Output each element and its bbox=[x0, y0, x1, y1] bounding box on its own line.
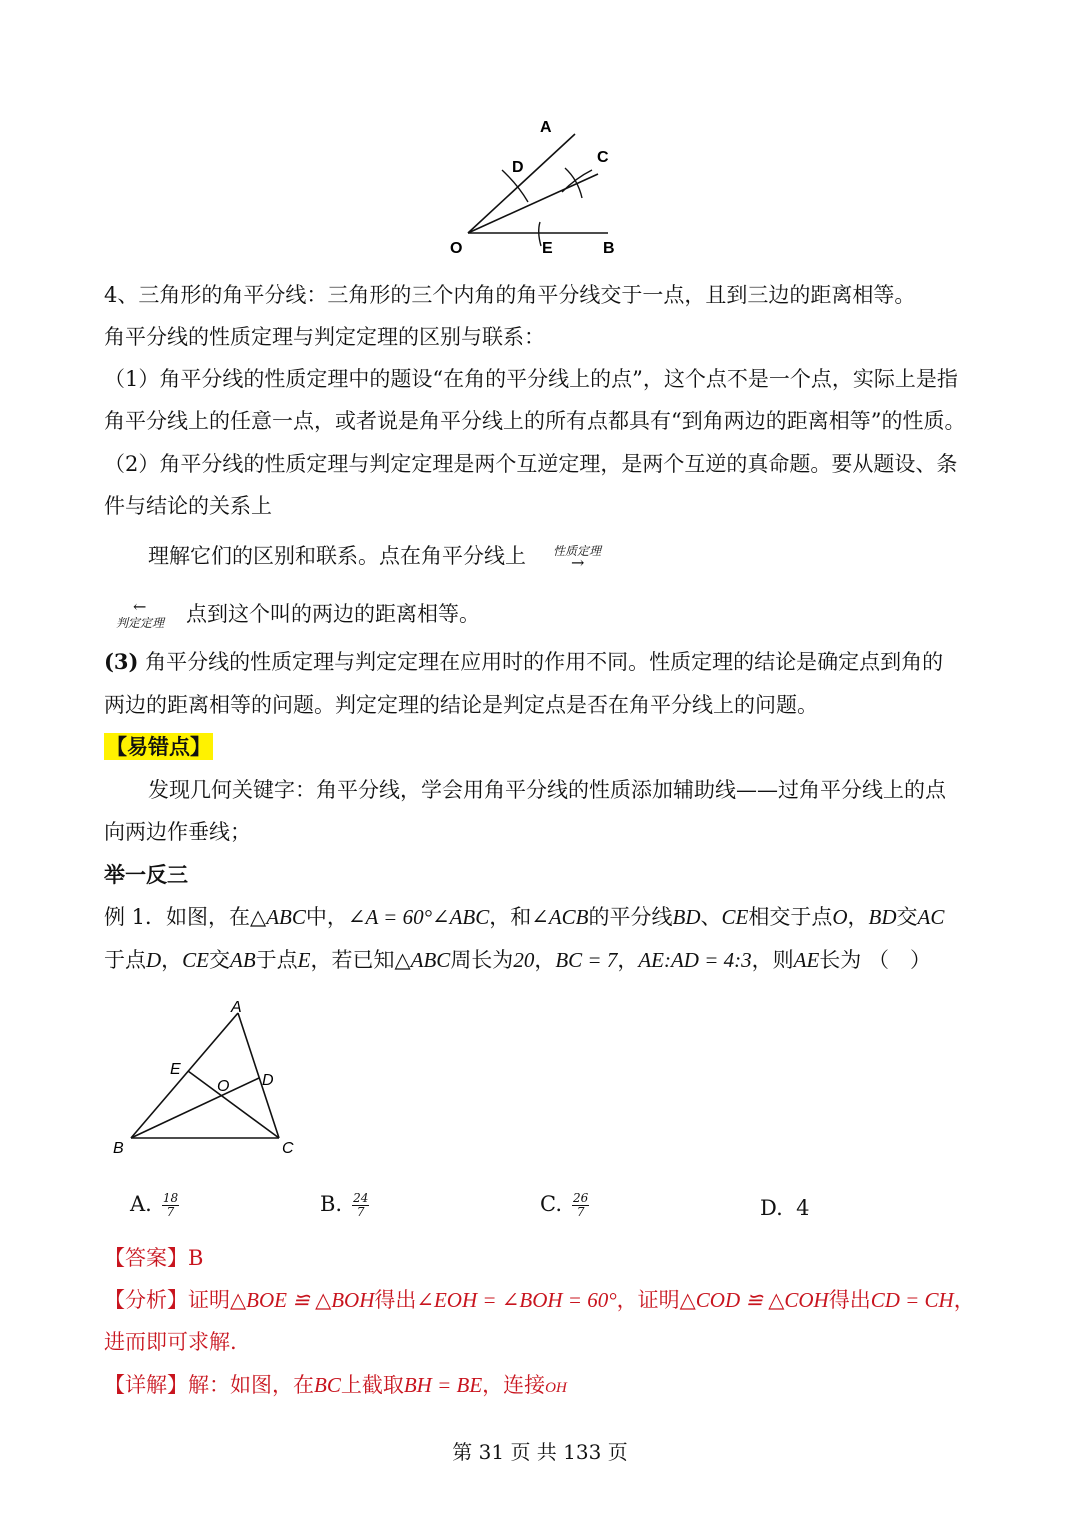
an-text: 证明 bbox=[188, 1288, 230, 1312]
an-math: CD = CH bbox=[870, 1288, 954, 1312]
label-A: A bbox=[231, 999, 242, 1016]
ex-math: BD bbox=[868, 905, 897, 929]
ex-text: 周长为 bbox=[450, 948, 514, 972]
ex-math: CE bbox=[721, 905, 749, 929]
answer-line bbox=[104, 1243, 203, 1273]
an-math: ∠EOH = ∠BOH = 60° bbox=[416, 1288, 617, 1312]
ex-math: AC bbox=[917, 905, 945, 929]
an-math: △BOE ≌ △BOH bbox=[230, 1288, 375, 1312]
choice-d[interactable] bbox=[760, 1196, 810, 1220]
label-E: E bbox=[542, 240, 553, 257]
page-footer: 第 31 页 共 133 页 bbox=[452, 1440, 628, 1464]
ex-text: ，则 bbox=[751, 948, 794, 972]
label-E: E bbox=[170, 1061, 181, 1078]
label-O: O bbox=[450, 240, 463, 257]
detail-line bbox=[104, 1370, 567, 1403]
ex-math: BC = 7 bbox=[555, 948, 618, 972]
point-3-line1 bbox=[104, 647, 943, 677]
ex-text: 交 bbox=[209, 948, 231, 972]
ex-text: ， bbox=[534, 948, 556, 972]
ray-OA bbox=[468, 134, 575, 233]
ex-math: △ABC bbox=[394, 948, 451, 972]
triangle-figure bbox=[105, 995, 315, 1165]
label-D: D bbox=[512, 159, 524, 176]
denominator: 7 bbox=[166, 1205, 175, 1219]
choice-label: C. bbox=[540, 1192, 562, 1216]
ex-text: ， bbox=[617, 948, 639, 972]
mistake-tag-line bbox=[104, 732, 213, 762]
de-math: BH = BE bbox=[403, 1373, 483, 1397]
choice-a[interactable] bbox=[130, 1192, 179, 1219]
numerator: 26 bbox=[573, 1191, 589, 1205]
choice-label: B. bbox=[320, 1192, 343, 1216]
point-2-line2: 件与结论的关系上 bbox=[104, 494, 272, 518]
arrow-label-property: 性质定理 bbox=[553, 544, 602, 558]
point-3-number: (3) bbox=[104, 649, 139, 674]
ex-math: △ABC bbox=[250, 905, 306, 929]
ex-text: 相交于点 bbox=[748, 905, 833, 929]
ex-math: CE bbox=[182, 948, 210, 972]
label-B: B bbox=[603, 240, 615, 257]
de-math: BC bbox=[314, 1373, 341, 1397]
point-2-line4: 点到这个叫的两边的距离相等。 bbox=[186, 602, 480, 626]
an-math: △COD ≌ △COH bbox=[679, 1288, 829, 1312]
choice-label: A. bbox=[130, 1192, 152, 1216]
property-4: 4、三角形的角平分线：三角形的三个内角的角平分线交于一点，且到三边的距离相等。 bbox=[104, 283, 916, 307]
denominator: 7 bbox=[576, 1205, 585, 1219]
detail-tag: 【详解】 bbox=[104, 1373, 188, 1397]
example-1-line2 bbox=[104, 945, 931, 975]
an-text: ，证明 bbox=[616, 1288, 680, 1312]
choice-value: 4 bbox=[796, 1196, 810, 1220]
ex-text: ， bbox=[161, 948, 183, 972]
ex-text: 的平分线 bbox=[588, 905, 673, 929]
ex-math: ∠ACB bbox=[531, 905, 589, 929]
arc-E bbox=[539, 222, 541, 246]
ex-text: 例 1．如图，在 bbox=[104, 905, 251, 929]
fraction bbox=[572, 1192, 589, 1219]
point-3-line2: 两边的距离相等的问题。判定定理的结论是判定点是否在角平分线上的问题。 bbox=[104, 693, 818, 717]
mistake-line2: 向两边作垂线； bbox=[104, 820, 251, 844]
bisector-BD bbox=[131, 1078, 259, 1138]
mistake-tag: 【易错点】 bbox=[106, 734, 211, 759]
ex-text: ， bbox=[847, 905, 869, 929]
right-arrow-icon: → bbox=[571, 553, 585, 572]
ex-text: ，和 bbox=[489, 905, 532, 929]
label-C: C bbox=[597, 149, 609, 166]
point-2-line3: 理解它们的区别和联系。点在角平分线上 bbox=[148, 544, 526, 568]
numerator: 24 bbox=[353, 1191, 369, 1205]
fraction bbox=[162, 1192, 179, 1219]
ex-math: 20 bbox=[513, 948, 535, 972]
an-text: ， bbox=[953, 1288, 975, 1312]
label-A: A bbox=[540, 119, 552, 136]
practice-heading: 举一反三 bbox=[104, 862, 188, 887]
mistake-line1: 发现几何关键字：角平分线，学会用角平分线的性质添加辅助线——过角平分线上的点 bbox=[148, 778, 946, 802]
ex-text: 中， bbox=[305, 905, 348, 929]
left-arrow-icon: ← bbox=[133, 597, 147, 616]
ex-math: AE bbox=[793, 948, 820, 972]
ex-math: AE:AD = 4:3 bbox=[638, 948, 752, 972]
fraction bbox=[352, 1192, 369, 1219]
denominator: 7 bbox=[356, 1205, 365, 1219]
an-text: 得出 bbox=[828, 1288, 871, 1312]
ex-math: E bbox=[297, 948, 311, 972]
numerator: 18 bbox=[162, 1191, 179, 1205]
ex-math: O bbox=[832, 905, 848, 929]
de-math: OH bbox=[545, 1380, 567, 1396]
analysis-line1 bbox=[104, 1285, 975, 1315]
label-C: C bbox=[282, 1140, 294, 1157]
choice-b[interactable] bbox=[320, 1192, 369, 1219]
de-text: 解：如图，在 bbox=[188, 1373, 314, 1397]
answer-tag: 【答案】 bbox=[104, 1246, 188, 1270]
point-1-line2: 角平分线上的任意一点，或者说是角平分线上的所有点都具有“到角两边的距离相等”的性质。 bbox=[104, 409, 966, 433]
point-1-line1: （1）角平分线的性质定理中的题设“在角的平分线上的点”，这个点不是一个点，实际上是指 bbox=[104, 367, 958, 391]
arrow-label-judgement: 判定定理 bbox=[116, 616, 165, 630]
point-2-line1: （2）角平分线的性质定理与判定定理是两个互逆定理，是两个互逆的真命题。要从题设、条 bbox=[104, 452, 958, 476]
ex-math: AB bbox=[230, 948, 256, 972]
ex-text: 长为 （ ） bbox=[819, 948, 931, 972]
ex-text: 于点 bbox=[104, 948, 146, 972]
ex-text: 于点 bbox=[255, 948, 298, 972]
de-text: ，连接 bbox=[482, 1373, 546, 1397]
ex-text: 、 bbox=[700, 905, 722, 929]
side-AB bbox=[131, 1013, 238, 1138]
ex-math: D bbox=[146, 948, 162, 972]
ex-text: ，若已知 bbox=[310, 948, 395, 972]
choice-c[interactable] bbox=[540, 1192, 589, 1219]
ray-OC bbox=[468, 174, 598, 233]
an-text: 得出 bbox=[374, 1288, 417, 1312]
ex-math: ∠A = 60°∠ABC bbox=[347, 905, 490, 929]
analysis-line2: 进而即可求解. bbox=[104, 1330, 237, 1354]
example-1-line1 bbox=[104, 902, 944, 932]
ex-text: 交 bbox=[896, 905, 918, 929]
ex-math: BD bbox=[672, 905, 701, 929]
choice-label: D. bbox=[760, 1196, 783, 1220]
difference-heading: 角平分线的性质定理与判定定理的区别与联系： bbox=[104, 325, 545, 349]
analysis-tag: 【分析】 bbox=[104, 1288, 188, 1312]
de-text: 上截取 bbox=[340, 1373, 404, 1397]
point-3-text: 角平分线的性质定理与判定定理在应用时的作用不同。性质定理的结论是确定点到角的 bbox=[145, 650, 944, 674]
answer-value: B bbox=[188, 1246, 204, 1270]
label-O: O bbox=[217, 1078, 230, 1095]
label-B: B bbox=[113, 1140, 124, 1157]
label-D: D bbox=[262, 1072, 274, 1089]
angle-bisector-construction-figure bbox=[440, 110, 630, 260]
